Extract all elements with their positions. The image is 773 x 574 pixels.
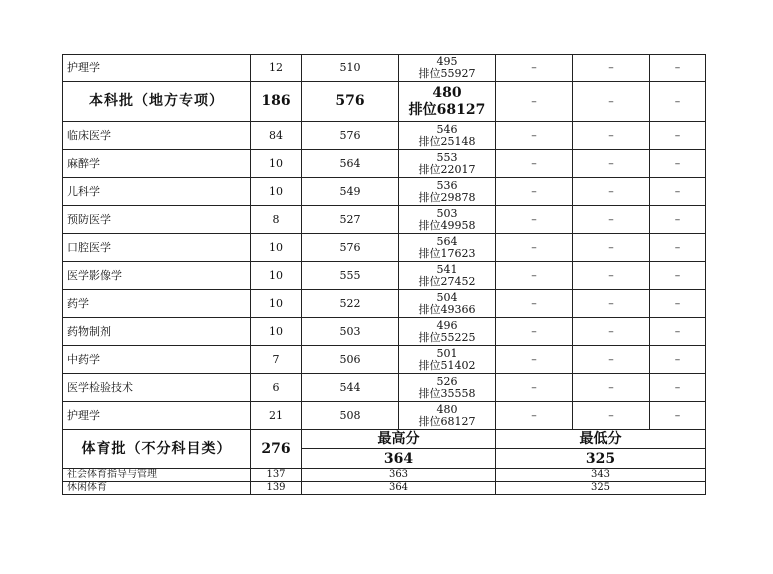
lowest-score: 480: [436, 402, 458, 416]
empty-cell: –: [573, 234, 650, 262]
table-row: [63, 55, 706, 82]
empty-cell: –: [496, 290, 573, 318]
empty-cell: –: [650, 82, 706, 122]
lowest-rank: 排位68127: [418, 414, 476, 428]
empty-cell: –: [650, 55, 706, 82]
empty-cell: –: [496, 234, 573, 262]
lowest-rank: 排位49366: [418, 302, 476, 316]
lowest-score: 546: [436, 122, 458, 136]
empty-cell: –: [573, 122, 650, 150]
plan-count: 8: [251, 206, 302, 234]
empty-cell: –: [573, 374, 650, 402]
major-name: 儿科学: [63, 178, 251, 206]
table-row: [63, 402, 706, 430]
lowest-score-cell: [399, 122, 496, 150]
table-row: [63, 374, 706, 402]
plan-count: 10: [251, 150, 302, 178]
major-name: 药学: [63, 290, 251, 318]
batch-row: [63, 82, 706, 122]
plan-count: 10: [251, 318, 302, 346]
lowest-score: 325: [496, 482, 706, 495]
empty-cell: –: [650, 402, 706, 430]
batch-name: 本科批（地方专项）: [63, 82, 251, 122]
sports-batch-header-row: [63, 430, 706, 449]
empty-cell: –: [573, 178, 650, 206]
highest-score: 544: [302, 374, 399, 402]
lowest-rank: 排位22017: [418, 162, 476, 176]
lowest-score: 496: [436, 318, 458, 332]
highest-score: 503: [302, 318, 399, 346]
highest-score: 564: [302, 150, 399, 178]
lowest-score: 526: [436, 374, 458, 388]
plan-count: 137: [251, 469, 302, 482]
major-name: 口腔医学: [63, 234, 251, 262]
highest-score: 555: [302, 262, 399, 290]
sports-plan-count: 276: [251, 430, 302, 469]
plan-count: 6: [251, 374, 302, 402]
lowest-rank: 排位55927: [418, 67, 476, 80]
highest-score: 363: [302, 469, 496, 482]
lowest-rank: 排位27452: [418, 274, 476, 288]
lowest-score-cell: [399, 82, 496, 122]
empty-cell: –: [650, 178, 706, 206]
lowest-score-cell: [399, 374, 496, 402]
sports-highest-score: 364: [302, 449, 496, 469]
lowest-rank: 排位49958: [418, 218, 476, 232]
lowest-score-cell: [399, 318, 496, 346]
table-row: [63, 262, 706, 290]
empty-cell: –: [496, 262, 573, 290]
table-row: [63, 178, 706, 206]
lowest-rank: 排位29878: [418, 190, 476, 204]
empty-cell: –: [496, 82, 573, 122]
admission-scores-table: [62, 54, 706, 495]
sports-batch-name: 体育批（不分科目类）: [63, 430, 251, 469]
highest-score: 549: [302, 178, 399, 206]
lowest-rank: 排位17623: [418, 246, 476, 260]
plan-count: 21: [251, 402, 302, 430]
empty-cell: –: [573, 262, 650, 290]
lowest-score-cell: [399, 262, 496, 290]
lowest-score: 501: [436, 346, 458, 360]
lowest-score-cell: [399, 290, 496, 318]
empty-cell: –: [573, 55, 650, 82]
major-name: 麻醉学: [63, 150, 251, 178]
plan-count: 10: [251, 290, 302, 318]
lowest-score: 343: [496, 469, 706, 482]
empty-cell: –: [573, 318, 650, 346]
plan-count: 12: [251, 55, 302, 82]
table-row: [63, 290, 706, 318]
table-row: [63, 206, 706, 234]
major-name: 医学检验技术: [63, 374, 251, 402]
plan-count: 10: [251, 262, 302, 290]
plan-count: 139: [251, 482, 302, 495]
plan-count: 10: [251, 234, 302, 262]
empty-cell: –: [573, 150, 650, 178]
table-row: [63, 318, 706, 346]
highest-score: 508: [302, 402, 399, 430]
major-name: 临床医学: [63, 122, 251, 150]
empty-cell: –: [496, 402, 573, 430]
empty-cell: –: [496, 150, 573, 178]
empty-cell: –: [496, 122, 573, 150]
highest-score: 576: [302, 82, 399, 122]
lowest-score-cell: [399, 346, 496, 374]
empty-cell: –: [650, 150, 706, 178]
highest-score-label: 最高分: [302, 430, 496, 449]
table-row: [63, 469, 706, 482]
empty-cell: –: [496, 346, 573, 374]
lowest-score: 564: [436, 234, 458, 248]
lowest-score: 495: [436, 55, 458, 68]
lowest-rank: 排位51402: [418, 358, 476, 372]
lowest-score-cell: [399, 55, 496, 82]
plan-count: 84: [251, 122, 302, 150]
empty-cell: –: [650, 234, 706, 262]
table-row: [63, 150, 706, 178]
empty-cell: –: [650, 374, 706, 402]
lowest-score: 541: [436, 262, 458, 276]
table-row: [63, 482, 706, 495]
lowest-rank: 排位55225: [418, 330, 476, 344]
empty-cell: –: [650, 318, 706, 346]
lowest-rank: 排位25148: [418, 134, 476, 148]
major-name: 护理学: [63, 55, 251, 82]
table-row: [63, 234, 706, 262]
empty-cell: –: [650, 290, 706, 318]
lowest-score: 503: [436, 206, 458, 220]
major-name: 中药学: [63, 346, 251, 374]
major-name: 医学影像学: [63, 262, 251, 290]
major-name: 护理学: [63, 402, 251, 430]
highest-score: 576: [302, 234, 399, 262]
sports-lowest-score: 325: [496, 449, 706, 469]
lowest-score: 504: [436, 290, 458, 304]
empty-cell: –: [496, 374, 573, 402]
empty-cell: –: [573, 346, 650, 374]
empty-cell: –: [650, 206, 706, 234]
lowest-score-cell: [399, 178, 496, 206]
table-row: [63, 346, 706, 374]
plan-count: 7: [251, 346, 302, 374]
empty-cell: –: [650, 262, 706, 290]
lowest-rank: 排位68127: [408, 101, 486, 118]
empty-cell: –: [496, 318, 573, 346]
lowest-score: 536: [436, 178, 458, 192]
major-name: 药物制剂: [63, 318, 251, 346]
highest-score: 527: [302, 206, 399, 234]
lowest-score-cell: [399, 150, 496, 178]
plan-count: 186: [251, 82, 302, 122]
plan-count: 10: [251, 178, 302, 206]
highest-score: 576: [302, 122, 399, 150]
lowest-score-cell: [399, 402, 496, 430]
empty-cell: –: [650, 122, 706, 150]
lowest-score: 480: [432, 84, 462, 101]
lowest-rank: 排位35558: [418, 386, 476, 400]
table-row: [63, 122, 706, 150]
empty-cell: –: [573, 206, 650, 234]
highest-score: 510: [302, 55, 399, 82]
lowest-score-cell: [399, 206, 496, 234]
highest-score: 522: [302, 290, 399, 318]
major-name: 社会体育指导与管理: [63, 469, 251, 482]
empty-cell: –: [496, 206, 573, 234]
lowest-score-label: 最低分: [496, 430, 706, 449]
empty-cell: –: [496, 178, 573, 206]
major-name: 休闲体育: [63, 482, 251, 495]
empty-cell: –: [650, 346, 706, 374]
empty-cell: –: [496, 55, 573, 82]
empty-cell: –: [573, 82, 650, 122]
highest-score: 506: [302, 346, 399, 374]
major-name: 预防医学: [63, 206, 251, 234]
lowest-score: 553: [436, 150, 458, 164]
lowest-score-cell: [399, 234, 496, 262]
empty-cell: –: [573, 402, 650, 430]
highest-score: 364: [302, 482, 496, 495]
empty-cell: –: [573, 290, 650, 318]
